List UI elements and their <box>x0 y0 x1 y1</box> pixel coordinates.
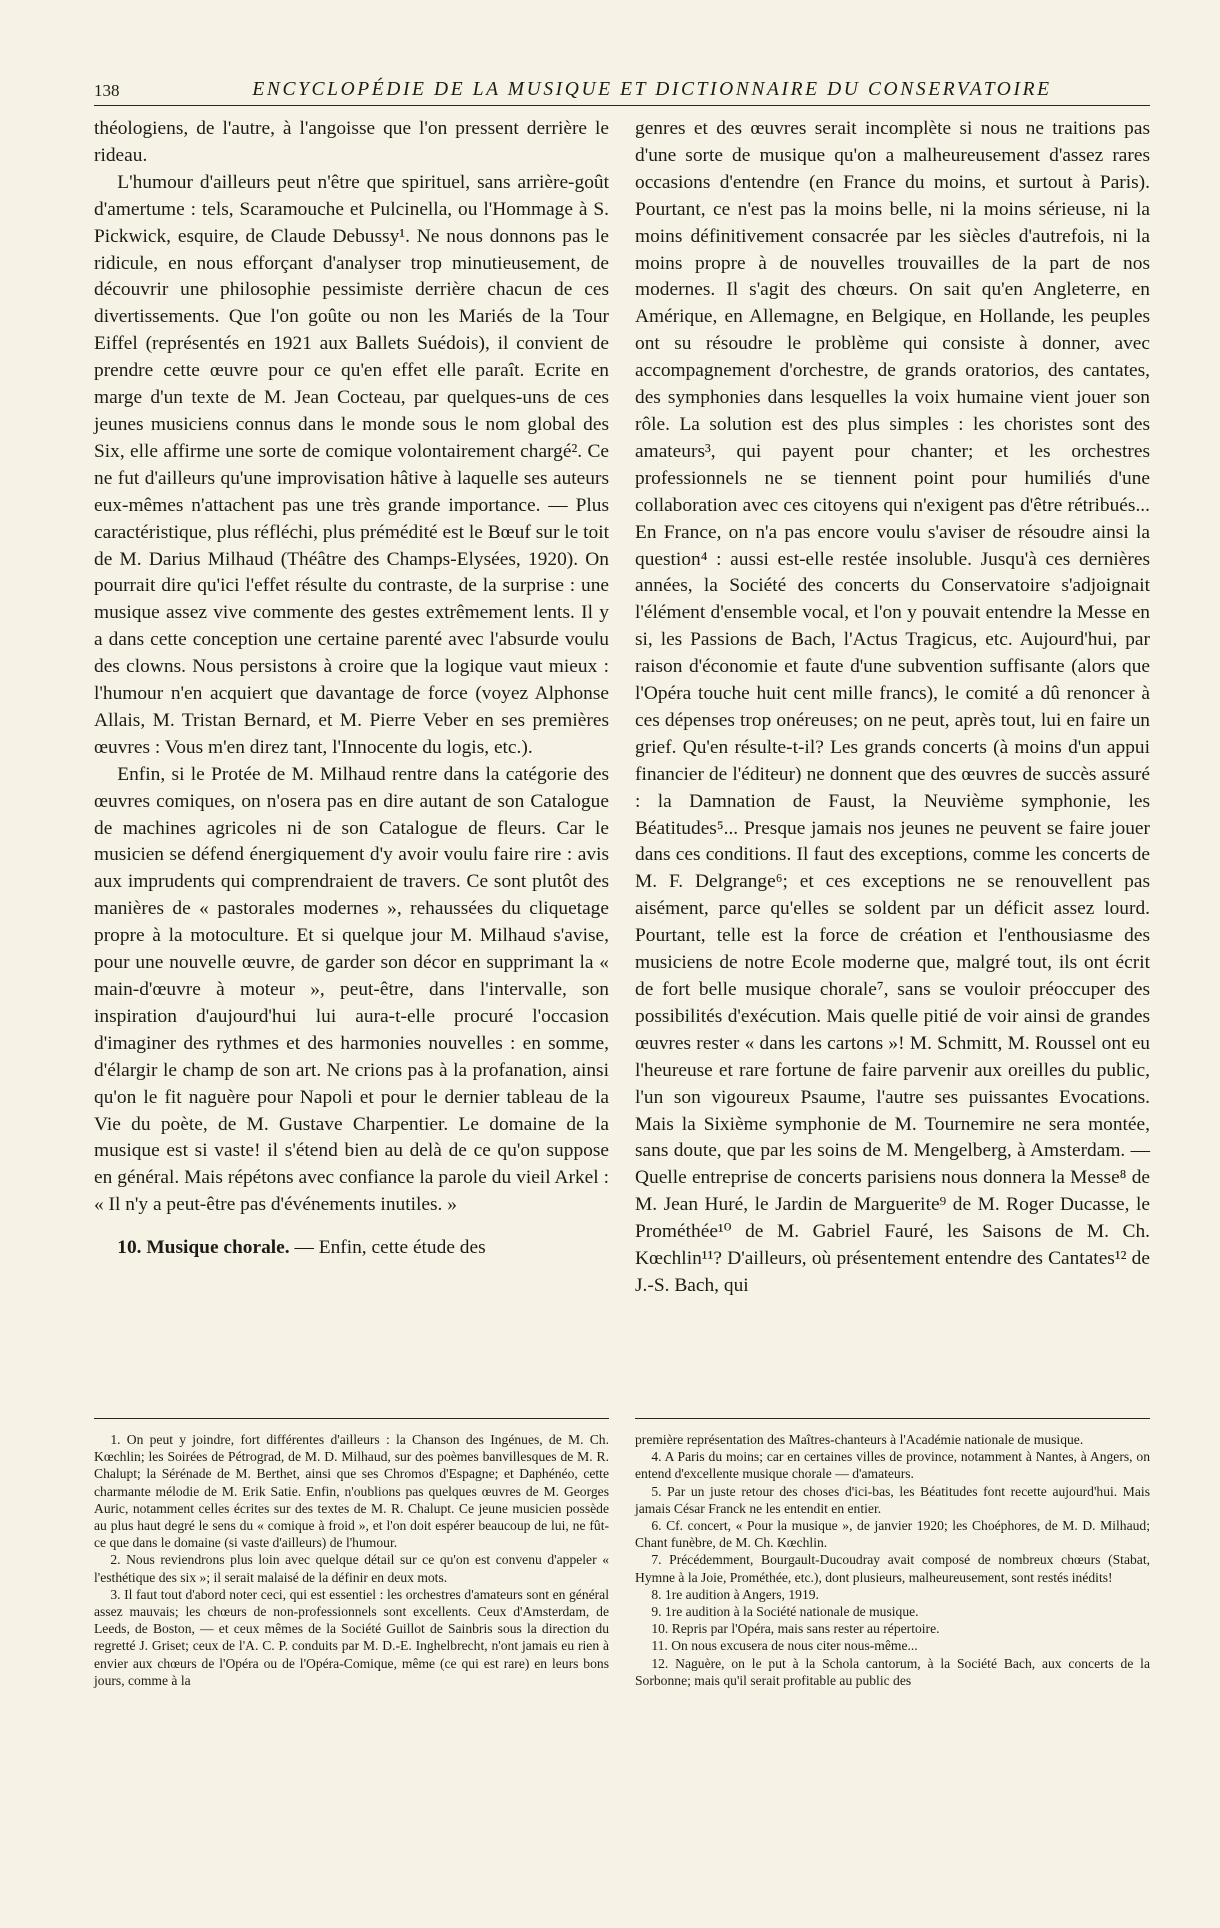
footnote: 7. Précédemment, Bourgault-Ducoudray avait composé de nombreux chœurs (Stabat, Hymne à la Joie, Prométhée, etc.), dont plusieurs, malheureusement, sont restés inédits! <box>635 1552 1150 1585</box>
footnote-rule <box>635 1418 1150 1419</box>
footnote: 1. On peut y joindre, fort différentes d'ailleurs : la Chanson des Ingénues, de M. Ch. Kœchlin; les Soirées de Pétrograd, de M. D. Milhaud, sur des poèmes banvillesques de M. R. Chalupt; la Sérénade de M. Berthet, ainsi que ses Chromos d'Espagne; et Daphénéo, cette charmante mélodie de M. Erik Satie. Enfin, n'oublions pas quelques œuvres de M. Georges Auric, notamment celles écrites sur des textes de M. R. Chalupt. Ce jeune musicien possède au plus haut degré le sens du « comique à froid », et l'on doit espérer beaucoup de lui, ne fût-ce que dans le domaine (si vaste d'ailleurs) de l'humour. <box>94 1432 609 1551</box>
section-heading: 10. Musique chorale. <box>117 1237 290 1259</box>
left-column <box>94 116 609 1300</box>
footnote: 8. 1re audition à Angers, 1919. <box>651 1586 819 1602</box>
footnote: 9. 1re audition à la Société nationale de musique. <box>651 1604 919 1620</box>
footnote: 5. Par un juste retour des choses d'ici-bas, les Béatitudes font recette aujourd'hui. Mais jamais César Franck ne les entendit en entier. <box>635 1483 1150 1516</box>
footnote: 4. A Paris du moins; car en certaines villes de province, notamment à Nantes, à Angers, on entend d'excellente musique chorale — d'amateurs. <box>635 1449 1150 1482</box>
footnotes <box>94 1418 1150 1689</box>
footnote: 6. Cf. concert, « Pour la musique », de janvier 1920; les Choéphores, de M. D. Milhaud; Chant funèbre, de M. Ch. Kœchlin. <box>635 1518 1150 1551</box>
footnote: 12. Naguère, on le put à la Schola cantorum, à la Société Bach, aux concerts de la Sorbonne; mais qu'il serait profitable au public des <box>635 1655 1150 1688</box>
footnote-rule <box>94 1418 609 1419</box>
footnote: 2. Nous reviendrons plus loin avec quelque détail sur ce qu'on est convenu d'appeler « l'esthétique des six »; il serait malaisé de la définir en deux mots. <box>94 1552 609 1585</box>
right-column <box>635 116 1150 1300</box>
footnotes-right <box>635 1418 1150 1689</box>
footnote: première représentation des Maîtres-chanteurs à l'Académie nationale de musique. <box>635 1432 1084 1447</box>
paragraph: Enfin, si le Protée de M. Milhaud rentre dans la catégorie des œuvres comiques, on n'osera pas en dire autant de son Catalogue de machines agricoles ni de son Catalogue de fleurs. Car le musicien se défend énergiquement d'y avoir voulu faire rire : avis aux imprudents qui comprendraient de travers. Ce sont plutôt des manières de « pastorales modernes », rehaussées du cliquetage propre à la motoculture. Et si quelque jour M. Milhaud s'avise, pour une nouvelle œuvre, de garder son décor en supprimant la « main-d'œuvre à moteur », peut-être, dans l'intervalle, son inspiration d'aujourd'hui lui aura-t-elle procuré l'occasion d'imaginer des rythmes et des harmonies nouvelles : en somme, d'élargir le champ de son art. Ne crions pas à la profanation, ainsi qu'on le fit naguère pour Napoli et pour le dernier tableau de la Vie du poète, de M. Gustave Charpentier. Le domaine de la musique est si vaste! il s'étend bien au delà de ce qu'on suppose en général. Mais répétons avec confiance la parole du vieil Arkel : « Il n'y a peut-être pas d'événements inutiles. » <box>94 763 609 1216</box>
footnote: 11. On nous excusera de nous citer nous-même... <box>651 1638 918 1654</box>
section-paragraph <box>94 1235 609 1262</box>
paragraph: théologiens, de l'autre, à l'angoisse que l'on pressent derrière le rideau. <box>94 118 609 166</box>
running-head <box>94 72 1150 106</box>
body-columns <box>94 116 1150 1300</box>
footnote: 10. Repris par l'Opéra, mais sans rester au répertoire. <box>651 1621 940 1637</box>
footnote: 3. Il faut tout d'abord noter ceci, qui est essentiel : les orchestres d'amateurs sont en général assez mauvais; les chœurs de non-professionnels sont excellents. Ceux d'Amsterdam, de Leeds, de Boston, — et ceux mêmes de la Société Guillot de Sainbris sous la direction du regretté J. Griset; ceux de l'A. C. P. conduits par M. D.-E. Inghelbrecht, n'ont jamais eu rien à envier aux chœurs de l'Opéra ou de l'Opéra-Comique, même (ce qui est rare) en leurs bons jours, comme à la <box>94 1586 609 1688</box>
paragraph: genres et des œuvres serait incomplète si nous ne traitions pas d'une sorte de musique qu'on a malheureusement d'assez rares occasions d'entendre (en France du moins, et surtout à Paris). Pourtant, ce n'est pas la moins belle, ni la moins sérieuse, ni la moins définitivement consacrée par les siècles d'autrefois, ni la moins propre à de nouvelles trouvailles de la part de nos modernes. Il s'agit des chœurs. On sait qu'en Angleterre, en Amérique, en Allemagne, en Belgique, en Hollande, les peuples ont su résoudre le problème qui consiste à donner, avec accompagnement d'orchestre, de grands oratorios, des cantates, des symphonies dans lesquelles la voix humaine vient jouer son rôle. La solution est des plus simples : les choristes sont des amateurs³, qui payent pour chanter; et les orchestres professionnels ne se tiennent point pour humiliés d'une collaboration avec ces citoyens qui n'exigent pas d'être rétribués... En France, on n'a pas encore voulu s'aviser de résoudre ainsi la question⁴ : aussi est-elle restée insoluble. Jusqu'à ces dernières années, la Société des concerts du Conservatoire s'adjoignait l'élément d'ensemble vocal, et l'on y pouvait entendre la Messe en si, les Passions de Bach, l'Actus Tragicus, etc. Aujourd'hui, par raison d'économie et faute d'une subvention suffisante (alors que l'Opéra touche huit cent mille francs), le comité a dû renoncer à ces dépenses trop onéreuses; on ne peut, après tout, lui en faire un grief. Qu'en résulte-t-il? Les grands concerts (à moins d'un appui financier de l'éditeur) ne donnent que des œuvres de succès assuré : la Damnation de Faust, la Neuvième symphonie, les Béatitudes⁵... Presque jamais nos jeunes ne peuvent se faire jouer dans ces conditions. Il faut des exceptions, comme les concerts de M. F. Delgrange⁶; et ces exceptions ne se renouvellent pas aisément, parce qu'elles se soldent par un déficit assez lourd. Pourtant, telle est la force de création et l'enthousiasme des musiciens de notre Ecole moderne que, malgré tout, ils ont écrit de fort belle musique chorale⁷, sans se vouloir préoccuper des possibilités d'exécution. Mais quelle pitié de voir ainsi de grandes œuvres rester « dans les cartons »! M. Schmitt, M. Roussel ont eu l'heureuse et rare fortune de faire parvenir aux oreilles du public, l'un son vigoureux Psaume, l'autre ses puissantes Evocations. Mais la Sixième symphonie de M. Tournemire ne sera montée, sans doute, que par les soins de M. Mengelberg, à Amsterdam. — Quelle entreprise de concerts parisiens nous donnera la Messe⁸ de M. Jean Huré, le Jardin de Marguerite⁹ de M. Roger Ducasse, le Prométhée¹⁰ de M. Gabriel Fauré, les Saisons de M. Ch. Kœchlin¹¹? D'ailleurs, où présentement entendre des Cantates¹² de J.-S. Bach, qui <box>635 118 1150 1296</box>
paragraph: L'humour d'ailleurs peut n'être que spirituel, sans arrière-goût d'amertume : tels, Scaramouche et Pulcinella, ou l'Hommage à S. Pickwick, esquire, de Claude Debussy¹. Ne nous donnons pas le ridicule, en nous efforçant d'analyser trop minutieusement, de découvrir une philosophie pessimiste derrière chacun de ces divertissements. Que l'on goûte ou non les Mariés de la Tour Eiffel (représentés en 1921 aux Ballets Suédois), il convient de prendre cette œuvre pour ce qu'en effet elle paraît. Ecrite en marge d'un texte de M. Jean Cocteau, par quelques-uns de ces jeunes musiciens connus dans le monde sous le nom global des Six, elle affirme une sorte de comique volontairement chargé². Ce ne fut d'ailleurs qu'une improvisation hâtive à laquelle ses auteurs eux-mêmes n'attachent pas une très grande importance. — Plus caractéristique, plus réfléchi, plus prémédité est le Bœuf sur le toit de M. Darius Milhaud (Théâtre des Champs-Elysées, 1920). On pourrait dire qu'ici l'effet résulte du contraste, de la surprise : une musique assez vive commente des gestes extrêmement lents. Il y a dans cette conception une certaine parenté avec l'absurde voulu des clowns. Nous persistons à croire que la logique vaut mieux : l'humour n'en acquiert que davantage de force (voyez Alphonse Allais, M. Tristan Bernard, et M. Pierre Veber en ses premières œuvres : Vous m'en direz tant, l'Innocente du logis, etc.). <box>94 171 609 758</box>
footnotes-left <box>94 1418 609 1689</box>
running-title: ENCYCLOPÉDIE DE LA MUSIQUE ET DICTIONNAIRE DU CONSERVATOIRE <box>252 79 1052 100</box>
section-text: — Enfin, cette étude des <box>294 1237 486 1259</box>
page-number: 138 <box>94 81 120 100</box>
